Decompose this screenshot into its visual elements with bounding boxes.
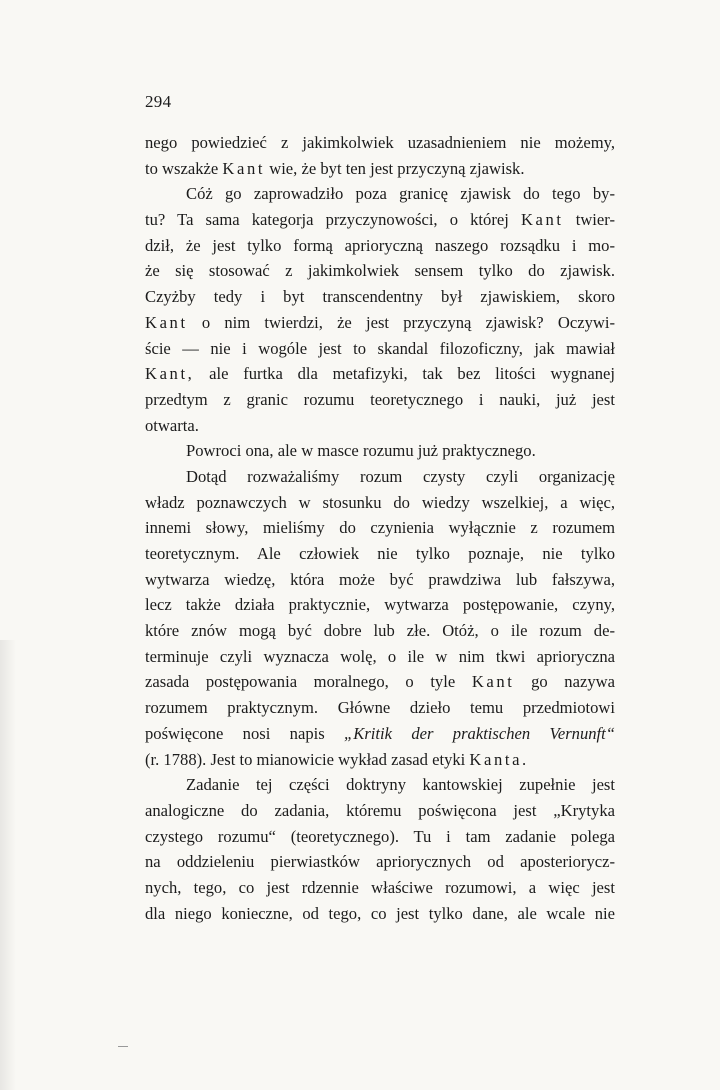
text-line xyxy=(145,490,615,516)
text-line xyxy=(145,156,615,182)
text-run: tu? Ta sama kategorja przyczynowości, o której xyxy=(145,210,521,230)
text-line xyxy=(145,207,615,233)
text-run: na oddzieleniu pierwiastków apriorycznych od aposteriorycz- xyxy=(145,852,615,872)
text-run: twier- xyxy=(563,210,615,230)
text-line xyxy=(145,618,615,644)
text-run: (r. 1788). Jest to mianowicie wykład zasad etyki xyxy=(145,749,470,769)
text-run: zasada postępowania moralnego, o tyle xyxy=(145,672,472,692)
text-line xyxy=(145,387,615,413)
text-run: go nazywa xyxy=(514,672,615,692)
text-run: o nim twierdzi, że jest przyczyną zjawisk? Oczywi- xyxy=(187,312,615,332)
text-run: czystego rozumu“ (teoretycznego). Tu i tam zadanie polega xyxy=(145,826,615,846)
text-line xyxy=(145,258,615,284)
text-line xyxy=(145,772,615,798)
text-line xyxy=(145,669,615,695)
text-run: lecz także działa praktycznie, wytwarza postępowanie, czyny, xyxy=(145,595,615,615)
text-line xyxy=(145,361,615,387)
text-run: to wszakże xyxy=(145,158,223,178)
emphasized-name: Kant xyxy=(520,210,564,230)
text-run: ście — nie i wogóle jest to skandal filozoficzny, jak mawiał xyxy=(145,338,615,358)
page-mark xyxy=(118,1046,128,1047)
text-run: że się stosować z jakimkolwiek sensem tylko do zjawisk. xyxy=(145,261,615,281)
text-run: nego powiedzieć z jakimkolwiek uzasadnieniem nie możemy, xyxy=(145,133,615,152)
emphasized-name: Kant xyxy=(471,672,515,692)
text-run: innemi słowy, mieliśmy do czynienia wyłącznie z rozumem xyxy=(145,518,615,538)
text-line xyxy=(145,233,615,259)
text-line xyxy=(145,130,615,156)
text-line xyxy=(145,438,615,464)
text-line xyxy=(145,798,615,824)
text-line xyxy=(145,567,615,593)
text-line xyxy=(145,901,615,927)
page-number: 294 xyxy=(145,92,172,111)
text-run: teoretycznym. Ale człowiek nie tylko poznaje, nie tylko xyxy=(145,544,615,563)
text-run: rozumem praktycznym. Główne dzieło temu przedmiotowi xyxy=(145,698,615,718)
emphasized-name: Kant xyxy=(222,158,266,178)
text-line xyxy=(145,515,615,541)
text-run: Powroci ona, ale w masce rozumu już praktycznego. xyxy=(186,441,536,461)
text-line xyxy=(145,849,615,875)
text-run: dla niego konieczne, od tego, co jest tylko dane, ale wcale nie xyxy=(145,903,615,923)
text-line xyxy=(145,541,615,567)
text-run: wie, że byt ten jest przyczyną zjawisk. xyxy=(265,158,525,178)
text-run: poświęcone nosi napis xyxy=(145,723,345,743)
text-run: wytwarza wiedzę, która może być prawdziwa lub fałszywa, xyxy=(145,569,615,589)
text-run: otwarta. xyxy=(145,415,199,435)
text-line xyxy=(145,464,615,490)
text-line xyxy=(145,747,615,773)
text-run: Czyżby tedy i byt transcendentny był zjawiskiem, skoro xyxy=(145,287,615,307)
text-run: Dotąd rozważaliśmy rozum czysty czyli organizację xyxy=(186,466,615,486)
body-text xyxy=(145,130,615,926)
text-run: Cóż go zaprowadziło poza granicę zjawisk do tego by- xyxy=(186,184,615,204)
emphasized-name: Kant, xyxy=(145,364,195,384)
text-run: analogiczne do zadania, któremu poświęcona jest „Krytyka xyxy=(145,800,615,820)
text-line xyxy=(145,644,615,670)
text-run: władz poznawczych w stosunku do wiedzy wszelkiej, a więc, xyxy=(145,492,615,512)
text-line xyxy=(145,875,615,901)
emphasized-name: Kanta. xyxy=(469,749,529,769)
text-run: Zadanie tej części doktryny kantowskiej zupełnie jest xyxy=(186,775,615,795)
text-line xyxy=(145,721,615,747)
text-line xyxy=(145,695,615,721)
text-line xyxy=(145,592,615,618)
text-line xyxy=(145,336,615,362)
text-run: które znów mogą być dobre lub złe. Otóż, o ile rozum de- xyxy=(145,621,615,641)
text-line xyxy=(145,824,615,850)
page-edge-shadow xyxy=(0,640,16,1090)
text-run: nych, tego, co jest rdzennie właściwe rozumowi, a więc jest xyxy=(145,877,615,897)
text-run: dził, że jest tylko formą aprioryczną naszego rozsądku i mo- xyxy=(145,235,615,255)
text-line xyxy=(145,310,615,336)
emphasized-name: Kant xyxy=(145,312,188,332)
text-line xyxy=(145,284,615,310)
text-run: ale furtka dla metafizyki, tak bez litości wygnanej xyxy=(194,364,615,384)
text-line xyxy=(145,181,615,207)
text-run: przedtym z granic rozumu teoretycznego i nauki, już jest xyxy=(145,389,615,409)
text-line xyxy=(145,413,615,439)
text-run: terminuje czyli wyznacza wolę, o ile w nim tkwi aprioryczna xyxy=(145,646,615,666)
italic-title: „Kritik der praktischen Vernunft“ xyxy=(344,723,615,743)
